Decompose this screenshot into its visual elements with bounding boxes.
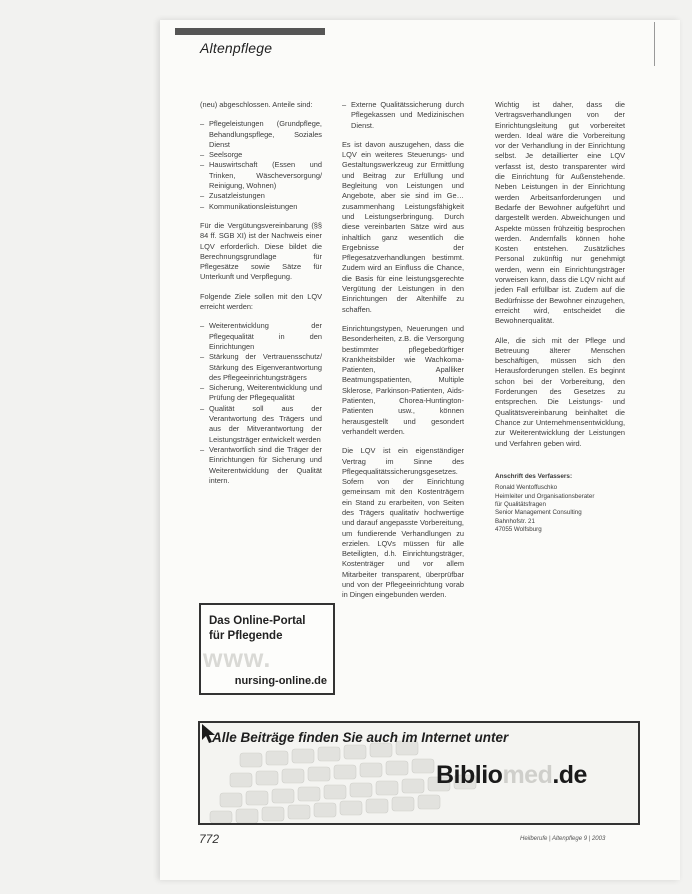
paragraph: Einrichtungstypen, Neuerungen und Besonderheiten, z.B. die Versorgung bestimmter pflegebedürftiger Krankheitsbilder wie Wachkoma-Patienten, Apalliker Beatmungspatienten, Multiple Sklerose, Parkinson-Patienten, Aids-Patienten, Chorea-Huntington-Patienten usw., können herausgestellt und gesondert verhandelt werden. bbox=[342, 323, 464, 436]
banner-headline: Alle Beiträge finden Sie auch im Internet unter bbox=[212, 730, 509, 745]
paragraph: Es ist davon auszugehen, dass die LQV ein weiteres Steuerungs- und Gestaltungswerkzeug zur Ermittlung und Beitrag zur Erfüllung und Begleitung von Leistungen und Angebote, aber sie sind im Ge… zusammenhang Leistungsfähigkeit und Leistungserbringung. Durch diese vereinbarten Sätze wird aus inhaltlich ganz wesentlich die Ergebnisse der Pflegesatzverhandlungen bestimmt. Zudem wird an Einfluss die Chance, die Basis für eine leistungsgerechte Vergütung der Leistungen in den Einrichtungen der Altenhilfe zu schaffen. bbox=[342, 139, 464, 314]
address-line: Ronald Wentoffuschko bbox=[495, 484, 558, 492]
list-item: – Externe Qualitätssicherung durch Pflegekassen und Medizinischen Dienst. bbox=[342, 100, 464, 131]
address-line: für Qualitätsfragen bbox=[495, 501, 546, 509]
paragraph: Folgende Ziele sollen mit den LQV erreicht werden: bbox=[200, 291, 322, 312]
author-address bbox=[495, 473, 625, 535]
section-bar bbox=[175, 28, 325, 35]
list-item: – Zusatzleistungen bbox=[200, 191, 322, 201]
paragraph: Die LQV ist ein eigenständiger Vertrag im Sinne des Pflegequalitätssicherungsgesetzes. Sofern von der Einrichtung gemeinsam mit den Kostenträgern ein Stand zu erarbeiten, von Seiten des Trägers qualitativ hochwertige und darauf angepasste Vorbereitung, um fundierende Verhandlungen zu erzielen. LQVs müssen für alle Beteiligten, d.h. Einrichtungsträger, Kostenträger und vor allem Mitarbeiter transparent, überprüfbar und von der Pflegeeinrichtung vorab in Dingen eingebunden werden. bbox=[342, 446, 464, 600]
list-item: – Sicherung, Weiterentwicklung und Prüfung der Pflegequalität bbox=[200, 383, 322, 404]
bullet-list bbox=[200, 321, 322, 486]
address-line: 47055 Wolfsburg bbox=[495, 526, 542, 534]
brand-part-3: .de bbox=[552, 761, 587, 789]
paragraph: (neu) abgeschlossen. Anteile sind: bbox=[200, 100, 313, 109]
text-column-2 bbox=[342, 100, 464, 610]
text-column-1 bbox=[200, 100, 322, 495]
journal-footer: Heilberufe | Altenpflege 9 | 2003 bbox=[520, 836, 606, 842]
text-column-3 bbox=[495, 100, 625, 535]
online-portal-ad bbox=[199, 603, 335, 695]
bullet-list bbox=[200, 119, 322, 212]
paragraph: Alle, die sich mit der Pflege und Betreuung älterer Menschen beschäftigen, müssen sich den Herausforderungen stellen. Es beginnt schon bei der Vorbereitung, den Forderungen des Gesetzes zu entsprechen. Die Leistungs- und Qualitätsvereinbarung beinhaltet die Chance zur Unternehmensentwicklung, zur Weiterentwicklung der Leistungen und Verfahren geben wird. bbox=[495, 335, 625, 448]
ad-watermark: www. bbox=[203, 645, 272, 673]
address-line: Bahnhofstr. 21 bbox=[495, 517, 535, 525]
list-item: – Weiterentwicklung der Pflegequalität in den Einrichtungen bbox=[200, 321, 322, 352]
bullet-list bbox=[342, 100, 464, 131]
running-head: Altenpflege bbox=[200, 40, 273, 56]
brand-part-1: Biblio bbox=[436, 761, 503, 789]
list-item: – Kommunikationsleistungen bbox=[200, 202, 322, 212]
brand-part-2: med bbox=[502, 761, 553, 789]
crop-mark bbox=[654, 22, 655, 66]
mouse-pointer-icon bbox=[200, 723, 218, 745]
list-item: – Hauswirtschaft (Essen und Trinken, Wäscheversorgung/ Reinigung, Wohnen) bbox=[200, 160, 322, 191]
paragraph: Für die Vergütungsvereinbarung (§§ 84 ff. SGB XI) ist der Nachweis einer LQV erforderlich. Diese bildet die Berechnungsgrundlage für Pflegesätze sowie Sätze für Unterkunft und Verpflegung. bbox=[200, 220, 322, 282]
ad-title-line-2: für Pflegende bbox=[209, 630, 283, 642]
address-heading: Anschrift des Verfassers: bbox=[495, 472, 573, 480]
page-number: 772 bbox=[199, 832, 220, 846]
bibliomed-banner-ad bbox=[198, 721, 640, 825]
list-item: – Verantwortlich sind die Träger der Einrichtungen für Sicherung und Weiterentwicklung der Qualität intern. bbox=[200, 445, 322, 486]
list-item: – Pflegeleistungen (Grundpflege, Behandlungspflege, Soziales Dienst bbox=[200, 119, 322, 150]
banner-brand bbox=[436, 761, 587, 790]
list-item: – Seelsorge bbox=[200, 150, 322, 160]
address-line: Senior Management Consulting bbox=[495, 509, 582, 517]
ad-url: nursing-online.de bbox=[234, 675, 327, 687]
paragraph: Wichtig ist daher, dass die Vertragsverhandlungen von der Einrichtungsleitung gut vorbereitet werden. Ideal wäre die Vorbereitung vor der Verhandlung in der Einrichtung selbst. Je detaillierter eine LQV verfasst ist, desto transparenter wird die Einrichtung für Außenstehende. Neben Leistungen in der Einrichtung werden Arbeitsanforderungen und Bedarfe der Bewohner aufgeführt und dargestellt werden. Abweichungen und Aspekte müssen frühzeitig besprochen werden. Andernfalls können hohe Kosten entstehen. Zusätzliches Personal zukünftig nur genehmigt werden, wenn ein Einrichtungsträger vorweisen kann, dass die LQV nicht auf jeden Fall erfüllbar ist. Zudem auf die Bedürfnisse der Bewohner einzugehen, erreicht wird, entscheidet die Bewohnerqualität. bbox=[495, 100, 625, 326]
ad-title-line-1: Das Online-Portal bbox=[209, 615, 306, 627]
address-line: Heimleiter und Organisationsberater bbox=[495, 492, 595, 500]
list-item: – Stärkung der Vertrauensschutz/ Stärkung des Eigenverantwortung des Pflegeeinrichtungsträgers bbox=[200, 352, 322, 383]
list-item: – Qualität soll aus der Verantwortung des Trägers und aus der Mitverantwortung der Leistungsträger entwickelt werden bbox=[200, 404, 322, 445]
